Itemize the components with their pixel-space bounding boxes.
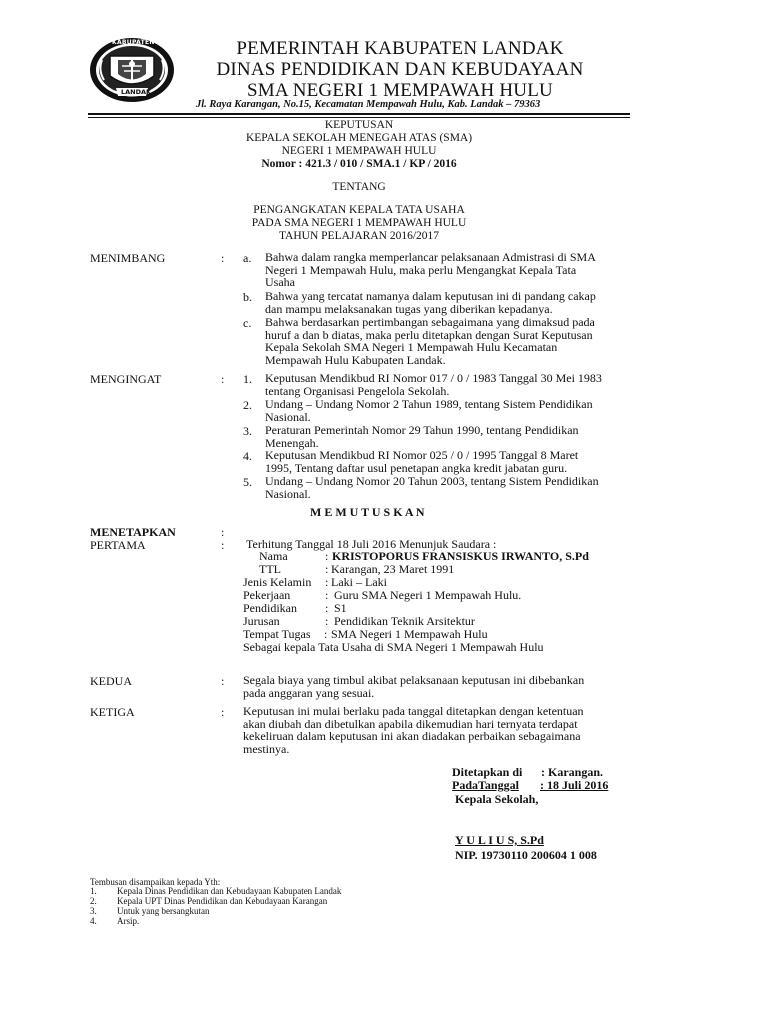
kedua-text — [243, 674, 662, 699]
subject-line3: TAHUN PELAJARAN 2016/2017 — [278, 230, 440, 242]
tanggal-value: : 18 Juli 2016 — [540, 778, 609, 792]
logo-top-text: KABUPATEN — [112, 39, 155, 46]
decree-number: Nomor : 421.3 / 010 / SMA.1 / KP / 2016 — [261, 158, 457, 170]
menimbang-colon: : — [221, 251, 225, 265]
menimbang-c-text — [265, 316, 662, 366]
text-line: Menengah. — [265, 435, 319, 450]
letterhead-government: PEMERINTAH KABUPATEN LANDAK — [236, 38, 564, 59]
field-key-pekerjaan: Pekerjaan — [243, 588, 291, 602]
text-line: pada anggaran yang sesuai. — [243, 685, 375, 700]
field-value-ttl: Karangan, 23 Maret 1991 — [331, 562, 455, 576]
text-line: Segala biaya yang timbul akibat pelaksanaan keputusan ini dibebankan — [243, 673, 585, 687]
menimbang-a-text — [265, 251, 662, 289]
mengingat-4-text — [265, 449, 662, 474]
kedua-label: KEDUA — [90, 674, 132, 688]
menimbang-c-marker: c. — [243, 316, 252, 330]
menimbang-label: MENIMBANG — [90, 251, 166, 265]
tentang-heading: TENTANG — [332, 181, 386, 193]
mengingat-label: MENGINGAT — [90, 372, 162, 386]
decree-heading: KEPUTUSAN — [324, 119, 394, 131]
text-line: tentang Organisasi Pengelola Sekolah. — [265, 383, 450, 398]
text-line: akan diubah dan dibetulkan apabila dikemudian hari ternyata terdapat — [243, 716, 578, 731]
text-line: Keputusan ini mulai berlaku pada tanggal ditetapkan dengan ketentuan — [243, 704, 584, 718]
tembusan-marker: 4. — [90, 916, 97, 926]
text-line: Peraturan Pemerintah Nomor 29 Tahun 1990, tentang Pendidikan — [265, 423, 579, 437]
pertama-colon: : — [221, 538, 225, 552]
decree-issuer-line2: NEGERI 1 MEMPAWAH HULU — [281, 145, 437, 157]
tembusan-marker: 1. — [90, 886, 97, 896]
field-key-tempat-tugas: Tempat Tugas — [243, 627, 311, 641]
menimbang-b-text — [265, 290, 662, 315]
tembusan-item: Arsip. — [117, 916, 140, 926]
mengingat-2-marker: 2. — [243, 398, 252, 412]
text-line: dan mampu melaksanakan tugas yang diberikan kepadanya. — [265, 301, 553, 316]
field-value-pekerjaan: Guru SMA Negeri 1 Mempawah Hulu. — [334, 588, 522, 602]
menetapkan-colon: : — [221, 525, 225, 539]
tembusan-marker: 2. — [90, 896, 97, 906]
mengingat-5-text — [265, 475, 662, 500]
field-key-ttl: TTL — [259, 562, 281, 576]
field-key-jurusan: Jurusan — [243, 614, 280, 628]
field-value-pendidikan: S1 — [334, 601, 347, 615]
letterhead-department: DINAS PENDIDIKAN DAN KEBUDAYAAN — [216, 59, 584, 80]
decree-issuer-line1: KEPALA SEKOLAH MENEGAH ATAS (SMA) — [245, 132, 473, 144]
letterhead-rule-thick — [88, 113, 630, 115]
ditetapkan-value: : Karangan. — [541, 765, 604, 779]
mengingat-3-marker: 3. — [243, 424, 252, 438]
regency-logo — [88, 36, 176, 104]
field-value-nama: KRISTOPORUS FRANSISKUS IRWANTO, S.Pd — [332, 549, 589, 563]
text-line: Keputusan Mendikbud RI Nomor 017 / 0 / 1983 Tanggal 30 Mei 1983 — [265, 371, 602, 385]
text-line: mestinya. — [243, 741, 290, 756]
signer-nip: NIP. 19730110 200604 1 008 — [455, 848, 597, 862]
text-line: Bahwa berdasarkan pertimbangan sebagaimana yang dimaksud pada — [265, 315, 595, 329]
mengingat-1-text — [265, 372, 662, 397]
mengingat-4-marker: 4. — [243, 449, 252, 463]
mengingat-2-text — [265, 398, 662, 423]
text-line: Keputusan Mendikbud RI Nomor 025 / 0 / 1995 Tanggal 8 Maret — [265, 448, 579, 462]
text-line: Mempawah Hulu Kabupaten Landak. — [265, 352, 446, 367]
text-line: Usaha — [265, 275, 295, 290]
tembusan-item: Kepala Dinas Pendidikan dan Kebudayaan Kabupaten Landak — [117, 886, 342, 896]
mengingat-1-marker: 1. — [243, 372, 252, 386]
field-sep: : — [325, 549, 329, 563]
ditetapkan-label: Ditetapkan di — [452, 765, 523, 779]
tembusan-item: Kepala UPT Dinas Pendidikan dan Kebudayaan Karangan — [117, 896, 328, 906]
memutuskan-heading: M E M U T U S K A N — [310, 505, 425, 519]
field-sep: : — [325, 562, 329, 576]
field-sep: : — [325, 588, 329, 602]
field-key-pendidikan: Pendidikan — [243, 601, 297, 615]
subject-line2: PADA SMA NEGERI 1 MEMPAWAH HULU — [251, 217, 467, 229]
pertama-intro: Terhitung Tanggal 18 Juli 2016 Menunjuk Saudara : — [246, 537, 497, 551]
text-line: Nasional. — [265, 409, 311, 424]
field-value-jurusan: Pendidikan Teknik Arsitektur — [334, 614, 475, 628]
menetapkan-label: MENETAPKAN — [90, 525, 176, 539]
field-sep: : — [324, 627, 328, 641]
field-value-tempat-tugas: SMA Negeri 1 Mempawah Hulu — [331, 627, 488, 641]
kedua-colon: : — [221, 674, 225, 688]
field-key-jenis-kelamin: Jenis Kelamin — [243, 575, 312, 589]
tanggal-label: PadaTanggal — [452, 778, 519, 792]
field-sep: : — [325, 575, 329, 589]
ketiga-label: KETIGA — [90, 705, 135, 719]
text-line: Undang – Undang Nomor 20 Tahun 2003, tentang Sistem Pendidikan — [265, 474, 599, 488]
text-line: kekeliruan dalam keputusan ini akan diadakan perbaikan sebagaimana — [243, 729, 581, 744]
signer-name: Y U L I U S, S.Pd — [455, 833, 544, 847]
field-sep: : — [325, 601, 329, 615]
text-line: huruf a dan b diatas, maka perlu ditetapkan dengan Surat Keputusan — [265, 327, 593, 342]
mengingat-3-text — [265, 424, 662, 449]
letterhead-school: SMA NEGERI 1 MEMPAWAH HULU — [247, 80, 553, 101]
tembusan-title: Tembusan disampaikan kepada Yth: — [90, 877, 221, 887]
letterhead-rule-thin — [88, 117, 630, 118]
text-line: Undang – Undang Nomor 2 Tahun 1989, tentang Sistem Pendidikan — [265, 397, 593, 411]
mengingat-colon: : — [221, 372, 225, 386]
letterhead-address: Jl. Raya Karangan, No.15, Kecamatan Mempawah Hulu, Kab. Landak – 79363 — [196, 99, 541, 110]
subject-line1: PENGANGKATAN KEPALA TATA USAHA — [253, 204, 465, 216]
field-sep: : — [325, 614, 329, 628]
text-line: Negeri 1 Mempawah Hulu, maka perlu Mengangkat Kepala Tata — [265, 262, 577, 277]
text-line: Nasional. — [265, 486, 311, 501]
signer-position: Kepala Sekolah, — [455, 792, 539, 806]
logo-bottom-text: LANDAK — [121, 88, 152, 96]
menimbang-a-marker: a. — [243, 251, 252, 265]
menimbang-b-marker: b. — [243, 290, 252, 304]
text-line: Bahwa yang tercatat namanya dalam keputusan ini di pandang cakap — [265, 289, 596, 303]
text-line: 1995, Tentang daftar usul penetapan angka kredit jabatan guru. — [265, 460, 568, 475]
text-line: Bahwa dalam rangka memperlancar pelaksanaan Admistrasi di SMA — [265, 250, 596, 264]
field-key-nama: Nama — [259, 549, 288, 563]
ketiga-text — [243, 705, 662, 755]
tembusan-marker: 3. — [90, 906, 97, 916]
tembusan-item: Untuk yang bersangkutan — [117, 906, 210, 916]
pertama-label: PERTAMA — [90, 538, 146, 552]
text-line: Kepala Sekolah SMA Negeri 1 Mempawah Hulu Kecamatan — [265, 340, 558, 355]
ketiga-colon: : — [221, 705, 225, 719]
mengingat-5-marker: 5. — [243, 475, 252, 489]
pertama-closing: Sebagai kepala Tata Usaha di SMA Negeri 1 Mempawah Hulu — [243, 640, 544, 654]
field-value-jenis-kelamin: Laki – Laki — [331, 575, 387, 589]
